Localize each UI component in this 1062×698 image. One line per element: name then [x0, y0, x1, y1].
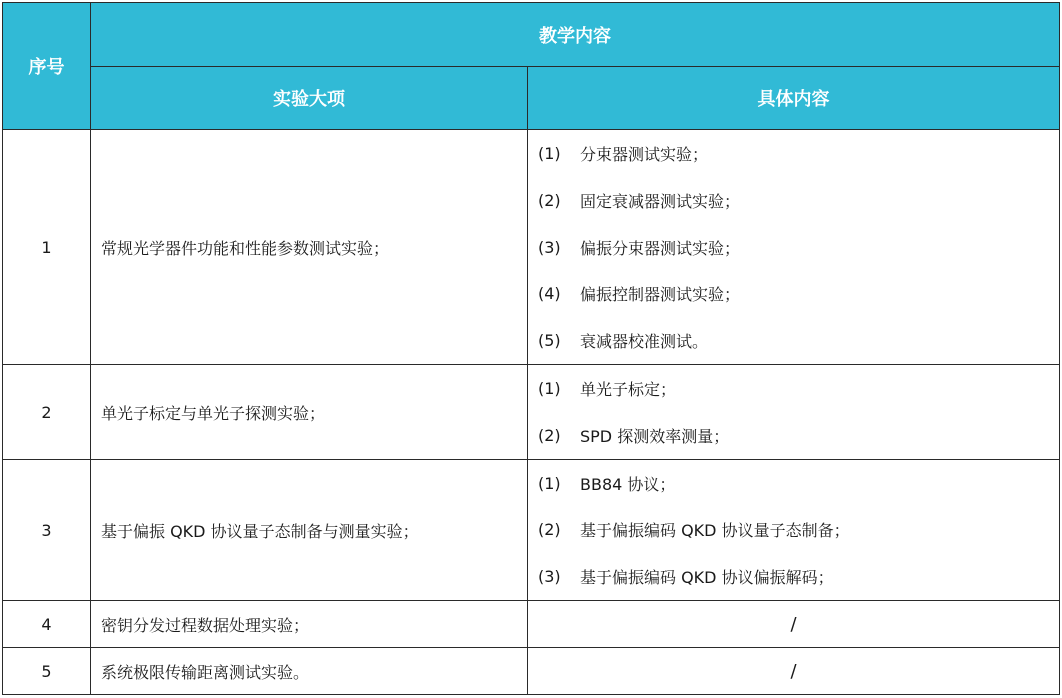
list-item: [528, 224, 1059, 271]
experiment-category: 系统极限传输距离测试实验。: [91, 648, 528, 695]
item-number: (1): [538, 144, 561, 164]
row-index: 3: [3, 460, 91, 601]
list-item: [528, 270, 1059, 317]
specific-content-list: [528, 460, 1060, 601]
item-text: 固定衰减器测试实验；: [580, 191, 741, 211]
table-row: [3, 601, 1060, 648]
row-index: 1: [3, 130, 91, 365]
list-item: [528, 131, 1059, 178]
header-index: 序号: [3, 3, 91, 130]
experiment-category: 密钥分发过程数据处理实验；: [91, 601, 528, 648]
header-experiment-category: 实验大项: [91, 67, 528, 130]
list-item: [528, 507, 1059, 553]
list-item: [528, 553, 1059, 599]
item-text: BB84 协议；: [580, 475, 676, 495]
row-index: 4: [3, 601, 91, 648]
experiment-category: 常规光学器件功能和性能参数测试实验；: [91, 130, 528, 365]
item-number: (3): [538, 237, 561, 257]
list-item: [528, 317, 1059, 364]
item-number: (1): [538, 379, 561, 399]
item-number: (4): [538, 284, 561, 304]
item-text: 衰减器校准测试。: [580, 331, 709, 351]
list-item: [528, 366, 1059, 413]
table-row: [3, 130, 1060, 365]
list-item: [528, 461, 1059, 507]
specific-content-list: [528, 130, 1060, 365]
item-number: (2): [538, 520, 561, 540]
item-text: 分束器测试实验；: [580, 145, 709, 165]
item-text: 基于偏振编码 QKD 协议量子态制备；: [580, 521, 850, 541]
item-number: (2): [538, 190, 561, 210]
table-row: [3, 460, 1060, 601]
row-index: 5: [3, 648, 91, 695]
item-text: 偏振分束器测试实验；: [580, 238, 741, 258]
experiment-category: 基于偏振 QKD 协议量子态制备与测量实验；: [91, 460, 528, 601]
item-text: 偏振控制器测试实验；: [580, 285, 741, 305]
header-teaching-content: 教学内容: [91, 3, 1060, 67]
table-row: [3, 648, 1060, 695]
list-item: [528, 412, 1059, 459]
specific-content-list: [528, 365, 1060, 460]
table-row: [3, 365, 1060, 460]
item-number: (2): [538, 425, 561, 445]
experiment-category: 单光子标定与单光子探测实验；: [91, 365, 528, 460]
item-number: (5): [538, 330, 561, 350]
header-specific-content: 具体内容: [528, 67, 1060, 130]
teaching-content-table: [2, 2, 1060, 695]
item-text: 单光子标定；: [580, 380, 677, 400]
item-number: (3): [538, 566, 561, 586]
list-item: [528, 177, 1059, 224]
item-number: (1): [538, 474, 561, 494]
specific-content-empty: /: [528, 601, 1060, 648]
row-index: 2: [3, 365, 91, 460]
item-text: 基于偏振编码 QKD 协议偏振解码；: [580, 567, 834, 587]
specific-content-empty: /: [528, 648, 1060, 695]
item-text: SPD 探测效率测量；: [580, 426, 730, 446]
